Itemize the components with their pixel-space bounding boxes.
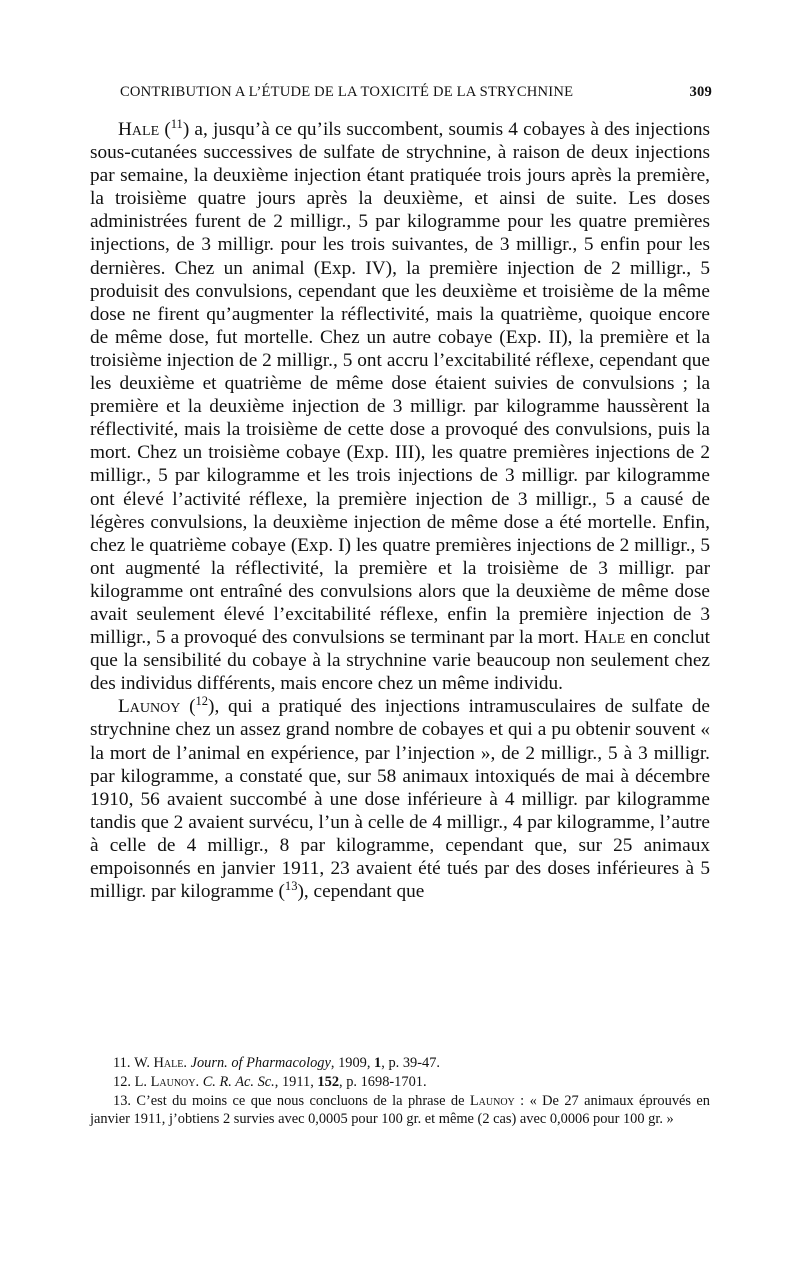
paragraph-text-tail: en conclut que la sensibilité du cobaye à la strychnine varie beaucoup non seulement chez des individus différents, mais encore chez un même individu.	[90, 627, 710, 695]
paragraph-launoy: Launoy ($^{12}$), qui a pratiqué des injections intramusculaires de sulfate de strychnine chez un assez grand nombre de cobayes et qui a pu obtenir souvent « la mort de l’animal en expérience, par l’injection », de 2 milligr., 5 à 3 milligr. par kilogramme, a constaté que, sur 58 animaux intoxiqués de mai à décembre 1910, 56 avaient succombé à une dose inférieure à 4 milligr. par kilogramme tandis que 2 avaient survécu, l’un à celle de 4 milligr., 4 par kilogramme, l’autre à celle de 4 milligr., 8 par kilogramme, cependant que, sur 25 animaux empoisonnés en janvier 1911, 23 avaient été tués par des doses inférieures à 5 milligr. par kilogramme ($^{13}$), cependant que	[90, 694, 710, 903]
footnote-text: C’est du moins ce que nous concluons de la phrase de	[136, 1092, 470, 1109]
author-name: Launoy	[118, 696, 181, 718]
running-header	[120, 84, 712, 101]
page-number: 309	[689, 84, 712, 100]
main-text	[90, 118, 710, 903]
author-name: Hale	[118, 119, 160, 140]
footnote-year: , 1909,	[330, 1055, 375, 1071]
footnote-journal: Journ. of Pharmacology	[190, 1055, 331, 1071]
footnote-author: L. Launoy.	[134, 1073, 200, 1090]
footnote-number: 11.	[113, 1055, 131, 1071]
footnote-quote: : « De 27 animaux éprouvés en janvier 1911, j’obtiens 2 survies avec 0,0005 pour 100 gr. et même (2 cas) avec 0,0006 pour 100 gr. »	[90, 1092, 710, 1128]
running-title: CONTRIBUTION A L’ÉTUDE DE LA TOXICITÉ DE LA STRYCHNINE	[120, 84, 574, 100]
author-name: Hale	[584, 627, 626, 649]
paragraph-hale: Hale ($^{11}$) a, jusqu’à ce qu’ils succombent, soumis 4 cobayes à des injections sous-cutanées successives de sulfate de strychnine, à raison de deux injections par semaine, la deuxième injection étant pratiquée trois jours après la première, la troisième quatre jours après la deuxième, et ainsi de suite. Les doses administrées furent de 2 milligr., 5 par kilogramme pour les quatre premières injections, de 3 milligr. pour les trois suivantes, de 3 milligr., 5 enfin pour les dernières. Chez un animal (Exp. IV), la première injection de 2 milligr., 5 produisit des convulsions, cependant que les deuxième et troisième de la même dose ne firent qu’augmenter la réflectivité, mais la quatrième, quoique encore de même dose, fut mortelle. Chez un autre cobaye (Exp. II), la première et la troisième injection de 2 milligr., 5 ont accru l’excitabilité réflexe, cependant que les deuxième et quatrième de même dose étaient suivies de convulsions ; la première et la deuxième injection de 3 milligr. par kilogramme haussèrent la réflectivité, mais la troisième de cette dose a provoqué des convulsions, puis la mort. Chez un troisième cobaye (Exp. III), les quatre premières injections de 2 milligr., 5 par kilogramme et les trois injections de 3 milligr. par kilogramme ont élevé l’activité réflexe, la première injection de 3 milligr., 5 a causé de légères convulsions, la deuxième injection de même dose a été mortelle. Enfin, chez le quatrième cobaye (Exp. I) les quatre premières injections de 2 milligr., 5 ont augmenté la réflectivité, la première et la troisième de 3 milligr. par kilogramme ont entraîné des convulsions alors que la deuxième de même dose avait seulement élevé l’excitabilité réflexe, enfin la première injection de 3 milligr., 5 a provoqué des convulsions se terminant par la mort. Hale en conclut que la sensibilité du cobaye à la strychnine varie beaucoup non seulement chez des individus différents, mais encore chez un même individu.	[90, 117, 710, 695]
footnote-volume: 1	[374, 1055, 382, 1071]
footnote-author: W. Hale.	[134, 1055, 187, 1071]
footnote-number: 13.	[113, 1092, 131, 1109]
footnote-author: Launoy	[469, 1092, 515, 1109]
footnotes	[90, 1054, 710, 1129]
footnote-ref[interactable]: 11	[170, 117, 183, 132]
footnote-ref[interactable]: 13	[284, 879, 298, 894]
footnote-pages: , p. 39-47.	[381, 1055, 441, 1071]
footnote-number: 12.	[113, 1073, 131, 1090]
footnote-12	[90, 1073, 710, 1092]
footnote-volume: 152	[317, 1073, 340, 1090]
footnote-journal: C. R. Ac. Sc.	[202, 1073, 275, 1090]
paragraph-text: , qui a pratiqué des injections intramusculaires de sulfate de strychnine chez un assez grand nombre de cobayes et qui a pu obtenir souvent « la mort de l’animal en expérience, par l’injection », de 2 milligr., 5 à 3 milligr. par kilogramme, a constaté que, sur 58 animaux intoxiqués de mai à décembre 1910, 56 avaient succombé à une dose inférieure à 4 milligr. par kilogramme tandis que 2 avaient survécu, l’un à celle de 4 milligr., 4 par kilogramme, l’autre à celle de 4 milligr., 8 par kilogramme, cependant que, sur 25 animaux empoisonnés en janvier 1911, 23 avaient été tués par des doses inférieures à 5 milligr. par kilogramme	[90, 696, 710, 903]
footnote-year: , 1911,	[274, 1073, 318, 1090]
footnote-ref[interactable]: 12	[195, 694, 209, 709]
paragraph-text-tail: , cependant que	[303, 881, 425, 903]
footnote-13	[90, 1092, 710, 1130]
paragraph-text: a, jusqu’à ce qu’ils succombent, soumis 4 cobayes à des injections sous-cutanées successives de sulfate de strychnine, à raison de deux injections par semaine, la deuxième injection étant pratiquée trois jours après la première, la troisième quatre jours après la deuxième, et ainsi de suite. Les doses administrées furent de 2 milligr., 5 par kilogramme pour les quatre premières injections, de 3 milligr. pour les trois suivantes, de 3 milligr., 5 enfin pour les dernières. Chez un animal (Exp. IV), la première injection de 2 milligr., 5 produisit des convulsions, cependant que les deuxième et troisième de la même dose ne firent qu’augmenter la réflectivité, mais la quatrième, quoique encore de même dose, fut mortelle. Chez un autre cobaye (Exp. II), la première et la troisième injection de 2 milligr., 5 ont accru l’excitabilité réflexe, cependant que les deuxième et quatrième de même dose étaient suivies de convulsions ; la première et la deuxième injection de 3 milligr. par kilogramme haussèrent la réflectivité, mais la troisième de cette dose a provoqué des convulsions, puis la mort. Chez un troisième cobaye (Exp. III), les quatre premières injections de 2 milligr., 5 par kilogramme et les trois injections de 3 milligr. par kilogramme ont élevé l’activité réflexe, la première injection de 3 milligr., 5 a causé de légères convulsions, la deuxième injection de même dose a été mortelle. Enfin, chez le quatrième cobaye (Exp. I) les quatre premières injections de 2 milligr., 5 ont augmenté la réflectivité, la première et la troisième de 3 milligr. par kilogramme ont entraîné des convulsions alors que la deuxième de même dose avait seulement élevé l’excitabilité réflexe, enfin la première injection de 3 milligr., 5 a provoqué des convulsions se terminant par la mort.	[90, 119, 710, 649]
footnote-11	[90, 1054, 710, 1073]
footnote-pages: , p. 1698-1701.	[339, 1073, 427, 1090]
